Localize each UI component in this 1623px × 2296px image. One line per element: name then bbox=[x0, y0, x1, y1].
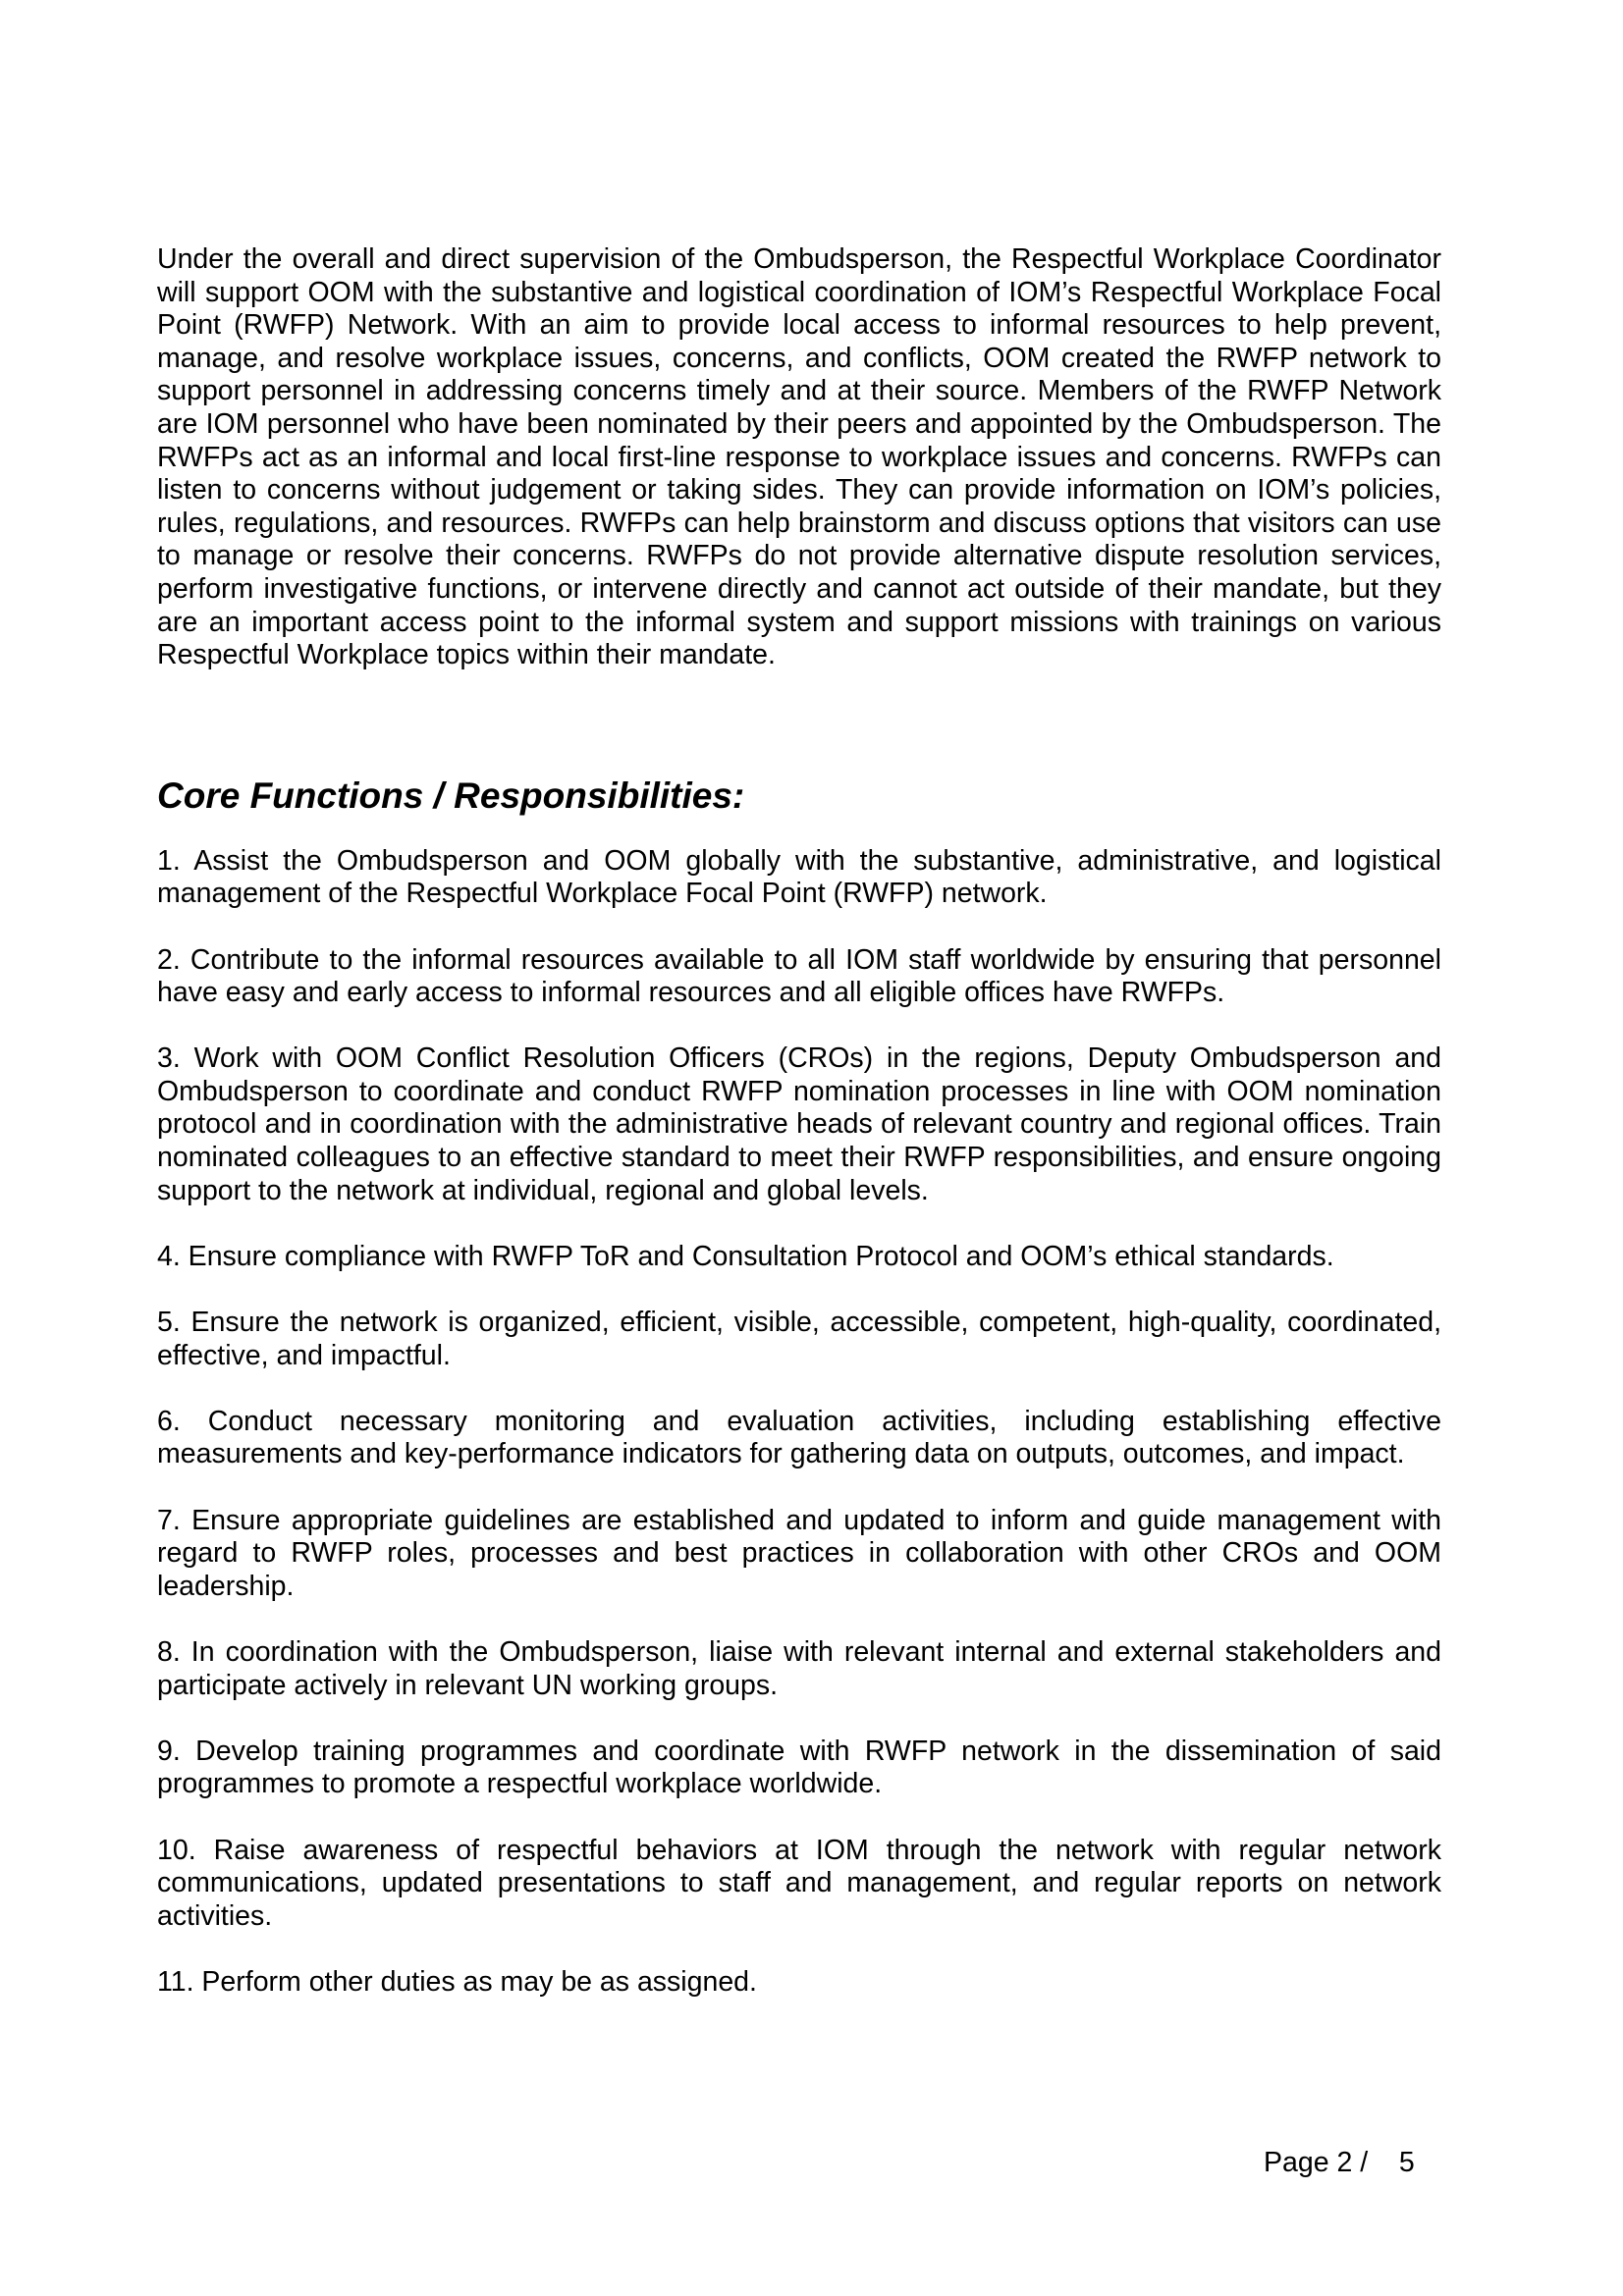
intro-paragraph: Under the overall and direct supervision of the Ombudsperson, the Respectful Workplace Coordinator will support OOM with the substantive and logistical coordination of IOM’s Respectful Workplace Focal Point (RWFP) Network. With an aim to provide local access to informal resources to help prevent, manage, and resolve workplace issues, concerns, and conflicts, OOM created the RWFP network to support personnel in addressing concerns timely and at their source. Members of the RWFP Network are IOM personnel who have been nominated by their peers and appointed by the Ombudsperson. The RWFPs act as an informal and local first-line response to workplace issues and concerns. RWFPs can listen to concerns without judgement or taking sides. They can provide information on IOM’s policies, rules, regulations, and resources. RWFPs can help brainstorm and discuss options that visitors can use to manage or resolve their concerns. RWFPs do not provide alternative dispute resolution services, perform investigative functions, or intervene directly and cannot act outside of their mandate, but they are an important access point to the informal system and support missions with trainings on various Respectful Workplace topics within their mandate. bbox=[157, 243, 1441, 671]
list-item: 10. Raise awareness of respectful behaviors at IOM through the network with regular network communications, updated presentations to staff and management, and regular reports on network activities. bbox=[157, 1834, 1441, 1932]
page-content bbox=[157, 243, 1441, 2032]
list-item: 6. Conduct necessary monitoring and evaluation activities, including establishing effective measurements and key-performance indicators for gathering data on outputs, outcomes, and impact. bbox=[157, 1405, 1441, 1470]
page-number: Page 2 / 5 bbox=[1264, 2147, 1415, 2178]
list-item: 1. Assist the Ombudsperson and OOM globally with the substantive, administrative, and logistical management of the Respectful Workplace Focal Point (RWFP) network. bbox=[157, 844, 1441, 910]
list-item: 4. Ensure compliance with RWFP ToR and Consultation Protocol and OOM’s ethical standards. bbox=[157, 1240, 1334, 1272]
list-item: 5. Ensure the network is organized, efficient, visible, accessible, competent, high-quality, coordinated, effective, and impactful. bbox=[157, 1307, 1441, 1371]
section-heading: Core Functions / Responsibilities: bbox=[157, 774, 745, 816]
list-item: 9. Develop training programmes and coordinate with RWFP network in the dissemination of said programmes to promote a respectful workplace worldwide. bbox=[157, 1735, 1441, 1800]
list-item: 8. In coordination with the Ombudsperson, liaise with relevant internal and external stakeholders and participate actively in relevant UN working groups. bbox=[157, 1635, 1441, 1701]
responsibilities-list bbox=[157, 845, 1441, 2000]
list-item: 7. Ensure appropriate guidelines are established and updated to inform and guide management with regard to RWFP roles, processes and best practices in collaboration with other CROs and OOM leadership. bbox=[157, 1504, 1441, 1602]
list-item: 11. Perform other duties as may be as assigned. bbox=[157, 1965, 757, 1998]
list-item: 2. Contribute to the informal resources available to all IOM staff worldwide by ensuring that personnel have easy and early access to informal resources and all eligible offices have RWFPs. bbox=[157, 943, 1441, 1009]
list-item: 3. Work with OOM Conflict Resolution Officers (CROs) in the regions, Deputy Ombudsperson and Ombudsperson to coordinate and conduct RWFP nomination processes in line with OOM nomination protocol and in coordination with the administrative heads of relevant country and regional offices. Train nominated colleagues to an effective standard to meet their RWFP responsibilities, and ensure ongoing support to the network at individual, regional and global levels. bbox=[157, 1042, 1441, 1206]
